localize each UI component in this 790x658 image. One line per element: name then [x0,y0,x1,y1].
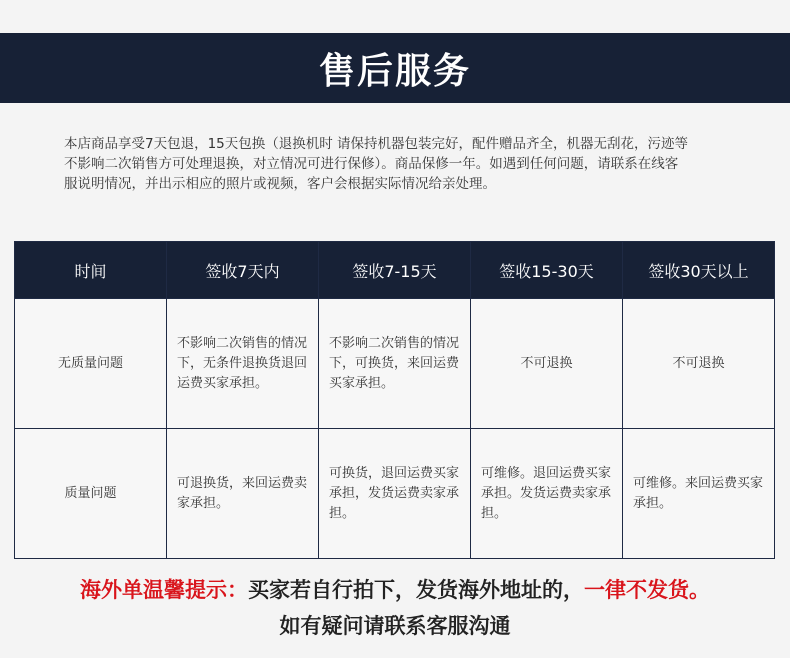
table-cell: 可退换货，来回运费卖家承担。 [167,429,319,559]
intro-line: 本店商品享受7天包退，15天包换（退换机时 请保持机器包装完好，配件赠品齐全，机器无刮花，污迹等 [64,136,689,152]
intro-text [64,134,744,194]
intro-line: 服说明情况，并出示相应的照片或视频，客户会根据实际情况给亲处理。 [64,176,496,192]
policy-table [14,241,775,559]
overseas-notice [0,574,790,604]
table-header-row [15,242,775,299]
table-row [15,299,775,429]
column-header: 签收7-15天 [319,242,471,299]
notice-warning: 一律不发货。 [584,578,710,602]
table-cell: 不影响二次销售的情况下，无条件退换货退回运费买家承担。 [167,299,319,429]
column-header: 签收30天以上 [623,242,775,299]
intro-line: 不影响二次销售方可处理退换，对立情况可进行保修）。商品保修一年。如遇到任何问题，请联系在线客 [64,156,679,172]
table-cell: 不可退换 [471,299,623,429]
title-banner [0,33,790,103]
table-cell: 可维修。退回运费买家承担。发货运费卖家承担。 [471,429,623,559]
table-row [15,429,775,559]
notice-text: 买家若自行拍下，发货海外地址的， [248,578,584,602]
column-header: 签收7天内 [167,242,319,299]
contact-service-text: 如有疑问请联系客服沟通 [279,614,511,638]
notice-label: 海外单温馨提示： [80,578,248,602]
table-cell: 可维修。来回运费买家承担。 [623,429,775,559]
page-title: 售后服务 [318,50,471,92]
row-label: 质量问题 [15,429,167,559]
table-cell: 可换货，退回运费买家承担，发货运费卖家承担。 [319,429,471,559]
table-cell: 不影响二次销售的情况下，可换货，来回运费买家承担。 [319,299,471,429]
table-cell: 不可退换 [623,299,775,429]
column-header: 签收15-30天 [471,242,623,299]
column-header: 时间 [15,242,167,299]
row-label: 无质量问题 [15,299,167,429]
